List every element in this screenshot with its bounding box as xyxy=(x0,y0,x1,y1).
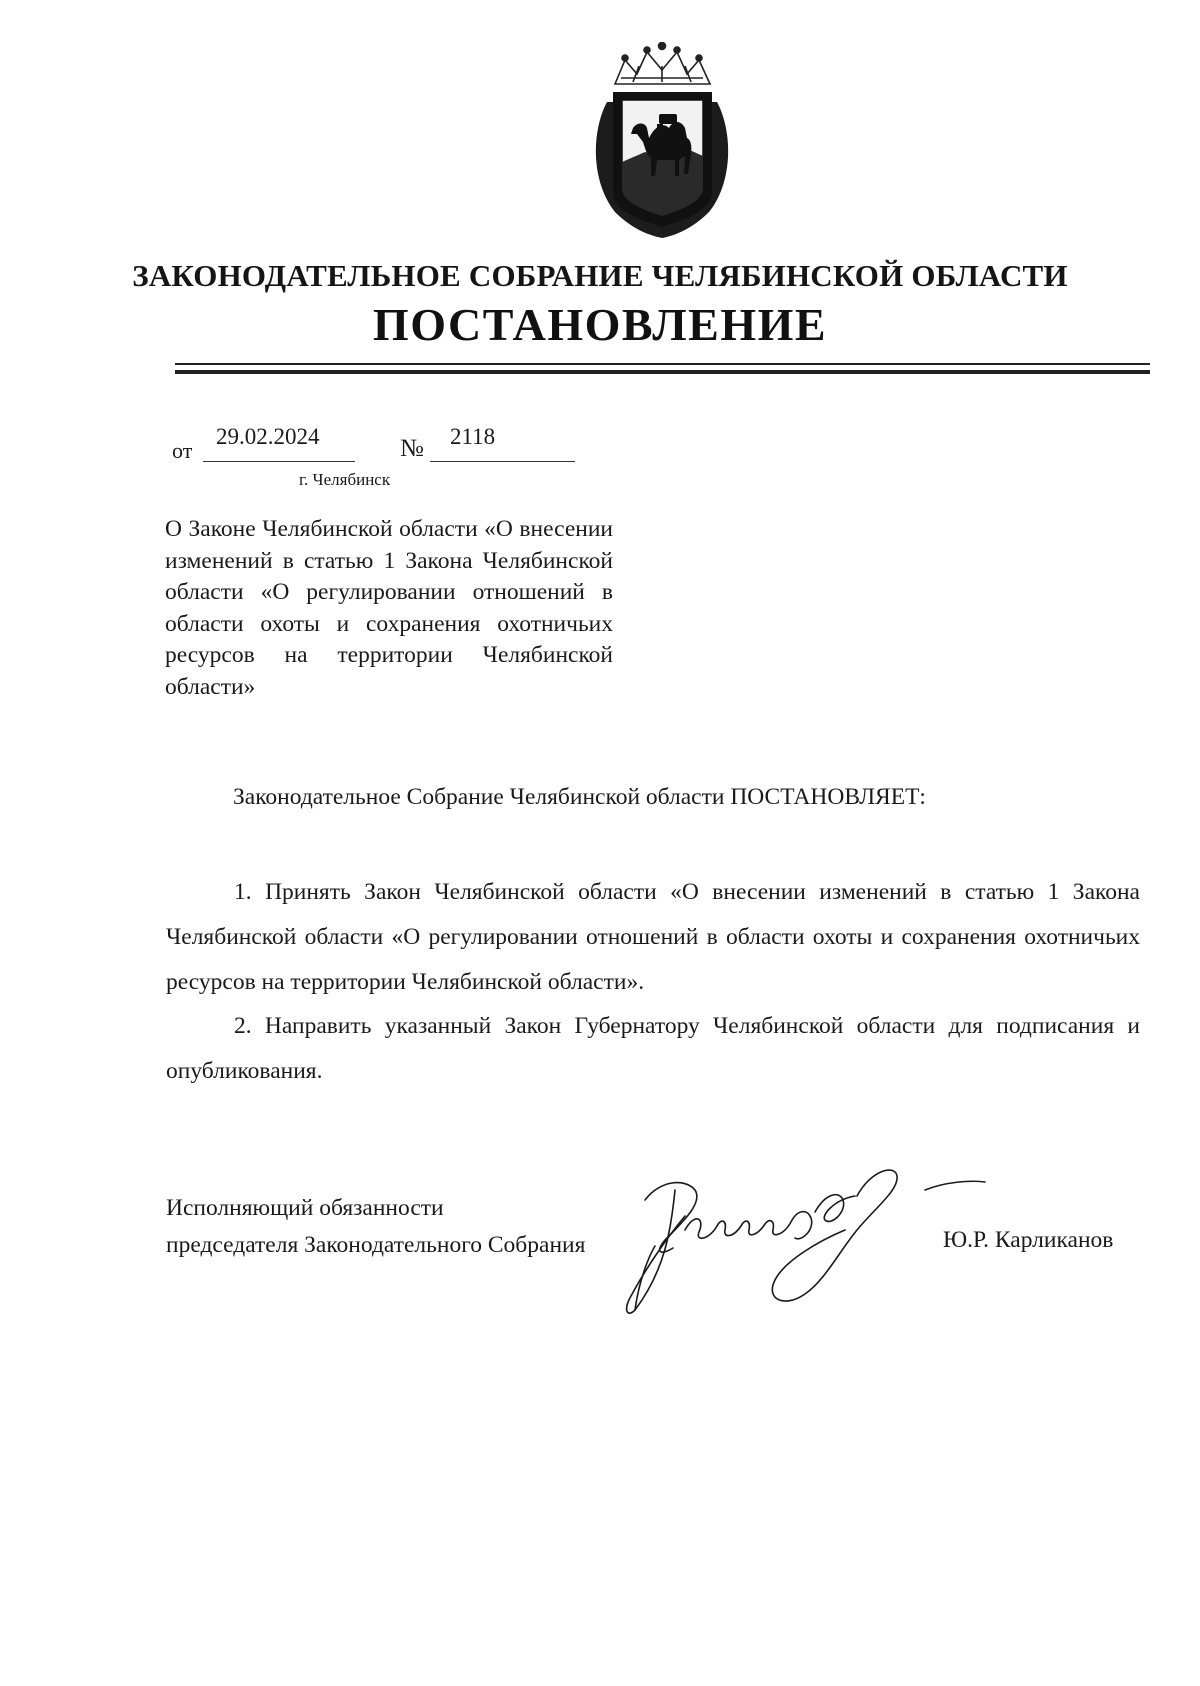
resolution-item: 1. Принять Закон Челябинской области «О внесении изменений в статью 1 Закона Челябинской области «О регулировании отношений в области охоты и сохранения охотничьих ресурсов на территории Челябинской области». xyxy=(166,879,1140,995)
document-subject: О Законе Челябинской области «О внесении изменений в статью 1 Закона Челябинской области «О регулировании отношений в области охоты и сохранения охотничьих ресурсов на территории Челябинской области» xyxy=(165,516,613,700)
signatory-role-line: Исполняющий обязанности xyxy=(166,1195,444,1221)
number-sign: № xyxy=(400,435,424,462)
date-prefix: от xyxy=(172,438,193,463)
date-underline xyxy=(203,461,355,462)
handwritten-signature-icon xyxy=(625,1160,1055,1320)
signatory-name: Ю.Р. Карликанов xyxy=(943,1227,1114,1253)
number-underline xyxy=(430,461,575,462)
document-date: 29.02.2024 xyxy=(216,424,320,449)
document-number: 2118 xyxy=(450,424,496,449)
document-type-title: ПОСТАНОВЛЕНИЕ xyxy=(372,299,828,350)
resolution-item: 2. Направить указанный Закон Губернатору Челябинской области для подписания и опубликования. xyxy=(166,1013,1140,1084)
signatory-role xyxy=(166,1190,585,1264)
organization-title: ЗАКОНОДАТЕЛЬНОЕ СОБРАНИЕ ЧЕЛЯБИНСКОЙ ОБЛАСТИ xyxy=(132,258,1068,293)
signatory-role-line: председателя Законодательного Собрания xyxy=(166,1232,586,1258)
header-rule-thin xyxy=(175,363,1150,365)
issue-city: г. Челябинск xyxy=(299,470,391,489)
resolution-preamble: Законодательное Собрание Челябинской области ПОСТАНОВЛЯЕТ: xyxy=(233,784,926,810)
chelyabinsk-coat-of-arms-icon xyxy=(585,42,740,238)
header-rule-thick xyxy=(175,370,1150,374)
